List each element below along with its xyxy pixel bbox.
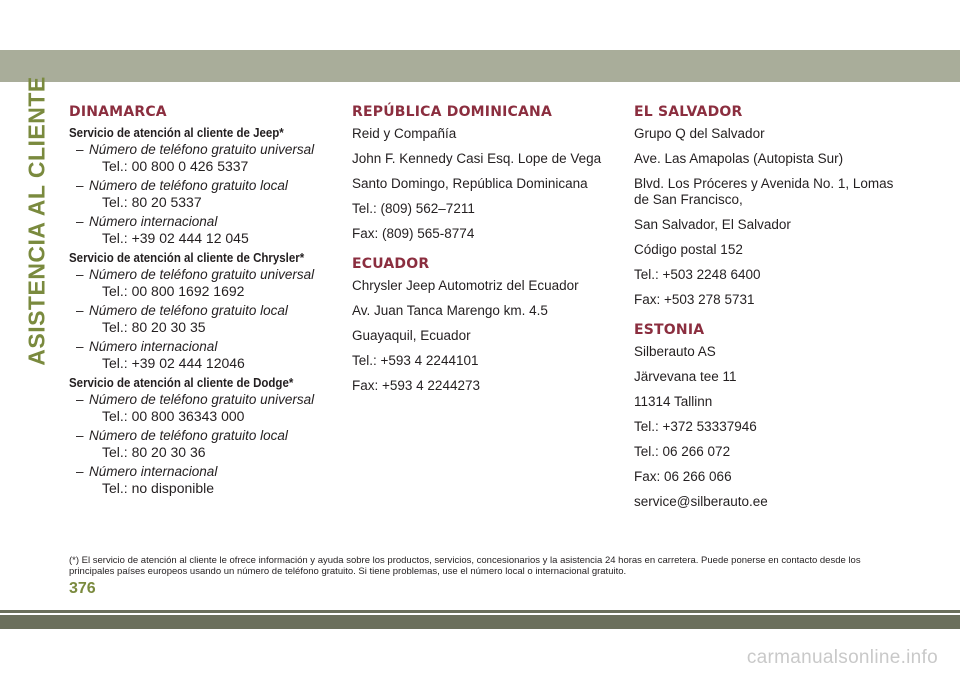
address-line: Chrysler Jeep Automotriz del Ecuador: [352, 278, 579, 293]
fax-line: Fax: +593 4 2244273: [352, 378, 480, 393]
entry-label: Número internacional: [89, 214, 218, 229]
address-line: Reid y Compañía: [352, 126, 457, 141]
postal-code-line: Código postal 152: [634, 242, 743, 257]
entry-value: Tel.: +39 02 444 12 045: [102, 230, 249, 246]
fax-line: Fax: (809) 565-8774: [352, 226, 475, 241]
address-line: Av. Juan Tanca Marengo km. 4.5: [352, 303, 548, 318]
section-title-ecuador: ECUADOR: [352, 256, 430, 272]
footnote: (*) El servicio de atención al cliente le ofrece información y ayuda sobre los productos, servicios, concesionarios y la asistencia 24 horas en carretera. Puede ponerse en contacto desde los principales países europeos usando un número de teléfono gratuito. Si tiene problemas, use el número local o internacional gratuito.: [69, 555, 861, 577]
top-margin: [0, 0, 960, 50]
phone-entry: – Número internacional Tel.: no disponible: [89, 464, 344, 497]
phone-line: Tel.: 06 266 072: [634, 444, 731, 459]
phone-line: Tel.: +593 4 2244101: [352, 353, 479, 368]
column-salvador-estonia: [634, 104, 919, 519]
section-title-el-salvador: EL SALVADOR: [634, 104, 743, 120]
entry-value: Tel.: +39 02 444 12046: [102, 355, 245, 371]
entry-label: Número de teléfono gratuito local: [89, 428, 288, 443]
page-number: 376: [69, 580, 96, 597]
column-denmark: [69, 104, 344, 501]
footer-bar: [0, 615, 960, 629]
footer-rule: [0, 610, 960, 613]
header-bar: [0, 50, 960, 82]
address-line: Ave. Las Amapolas (Autopista Sur): [634, 151, 844, 166]
phone-entry: – Número internacional Tel.: +39 02 444 12046: [89, 339, 344, 372]
entry-label: Número internacional: [89, 464, 218, 479]
phone-entry: – Número de teléfono gratuito local Tel.: 80 20 5337: [89, 178, 344, 211]
section-title-dominican-republic: REPÚBLICA DOMINICANA: [352, 104, 553, 120]
entry-value: Tel.: 00 800 36343 000: [102, 408, 245, 424]
entry-value: Tel.: 00 800 0 426 5337: [102, 158, 249, 174]
address-line: 11314 Tallinn: [634, 394, 713, 409]
watermark: carmanualsonline.info: [746, 647, 938, 668]
phone-entry: – Número de teléfono gratuito universal Tel.: 00 800 0 426 5337: [89, 142, 344, 175]
address-line: San Salvador, El Salvador: [634, 217, 791, 232]
entry-label: Número de teléfono gratuito universal: [89, 267, 315, 282]
phone-entry: – Número de teléfono gratuito universal Tel.: 00 800 36343 000: [89, 392, 344, 425]
phone-line: Tel.: +372 53337946: [634, 419, 757, 434]
fax-line: Fax: 06 266 066: [634, 469, 732, 484]
entry-value: Tel.: 80 20 30 35: [102, 319, 206, 335]
side-tab: [22, 76, 52, 366]
section-title-estonia: ESTONIA: [634, 322, 705, 338]
phone-entry: – Número de teléfono gratuito local Tel.: 80 20 30 36: [89, 428, 344, 461]
entry-label: Número internacional: [89, 339, 218, 354]
email-line: service@silberauto.ee: [634, 494, 768, 509]
address-line: John F. Kennedy Casi Esq. Lope de Vega: [352, 151, 602, 166]
address-line: Blvd. Los Próceres y Avenida No. 1, Lomas de San Francisco,: [634, 176, 894, 207]
entry-label: Número de teléfono gratuito universal: [89, 392, 315, 407]
entry-label: Número de teléfono gratuito local: [89, 303, 288, 318]
address-line: Järvevana tee 11: [634, 369, 737, 384]
chrysler-service-group: [69, 251, 344, 372]
entry-value: Tel.: 80 20 30 36: [102, 444, 206, 460]
entry-value: Tel.: 80 20 5337: [102, 194, 202, 210]
entry-label: Número de teléfono gratuito local: [89, 178, 288, 193]
entry-value: Tel.: 00 800 1692 1692: [102, 283, 245, 299]
column-dominican-ecuador: [352, 104, 622, 403]
section-title-denmark: DINAMARCA: [69, 104, 167, 120]
phone-entry: – Número de teléfono gratuito local Tel.: 80 20 30 35: [89, 303, 344, 336]
phone-entry: – Número internacional Tel.: +39 02 444 12 045: [89, 214, 344, 247]
group-title: Servicio de atención al cliente de Jeep*: [69, 126, 284, 140]
phone-entry: – Número de teléfono gratuito universal Tel.: 00 800 1692 1692: [89, 267, 344, 300]
side-tab-label: ASISTENCIA AL CLIENTE: [23, 76, 50, 366]
jeep-service-group: [69, 126, 344, 247]
address-line: Grupo Q del Salvador: [634, 126, 765, 141]
entry-value: Tel.: no disponible: [102, 480, 215, 496]
phone-line: Tel.: (809) 562–7211: [352, 201, 475, 216]
address-line: Santo Domingo, República Dominicana: [352, 176, 588, 191]
fax-line: Fax: +503 278 5731: [634, 292, 755, 307]
group-title: Servicio de atención al cliente de Chrysler*: [69, 251, 305, 265]
entry-label: Número de teléfono gratuito universal: [89, 142, 315, 157]
dodge-service-group: [69, 376, 344, 497]
group-title: Servicio de atención al cliente de Dodge*: [69, 376, 294, 390]
address-line: Guayaquil, Ecuador: [352, 328, 471, 343]
phone-line: Tel.: +503 2248 6400: [634, 267, 761, 282]
address-line: Silberauto AS: [634, 344, 716, 359]
